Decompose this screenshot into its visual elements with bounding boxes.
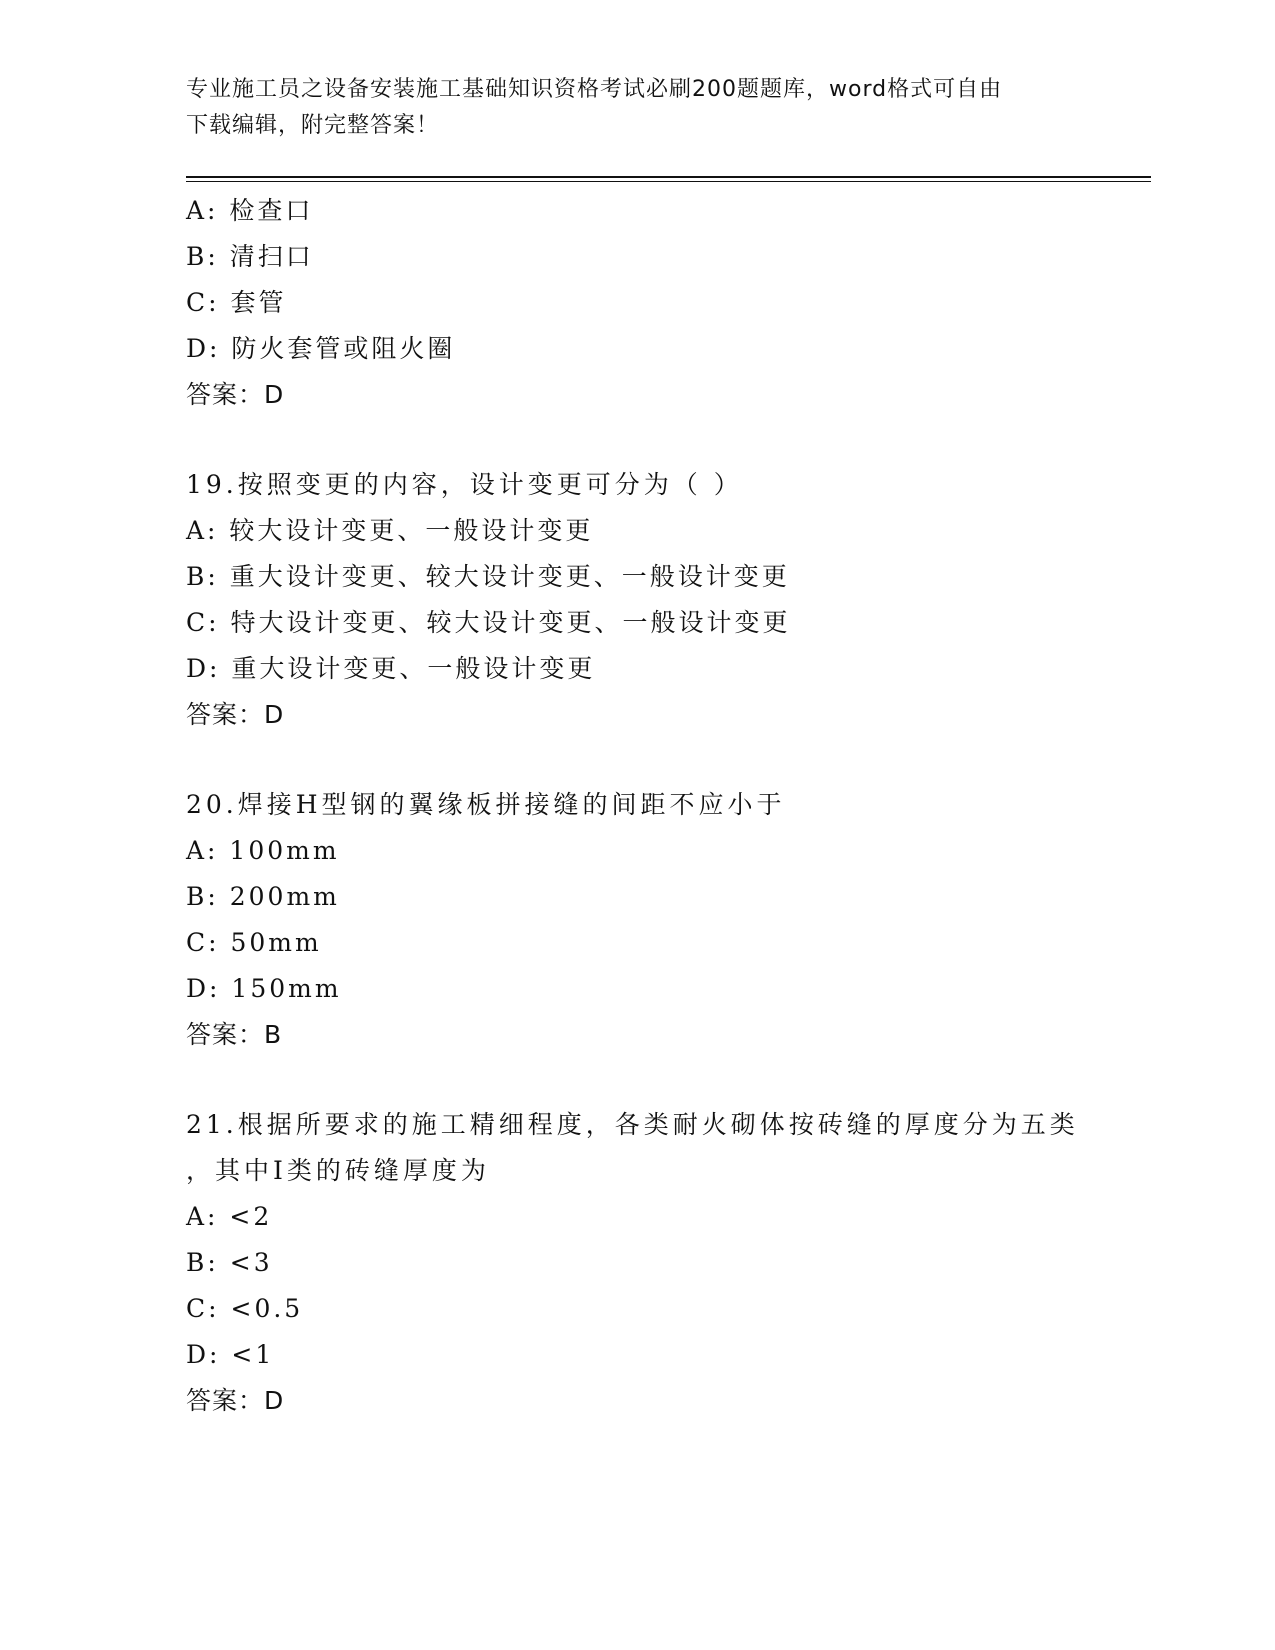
option-b: B: 清扫口: [186, 242, 314, 271]
answer: 答案：D: [186, 380, 285, 409]
option-c: C: 50mm: [186, 928, 322, 957]
answer: 答案：B: [186, 1020, 283, 1049]
spacer: [186, 1058, 1151, 1102]
header-rule-thin: [186, 181, 1151, 182]
spacer: [186, 418, 1151, 462]
option-d: D: 防火套管或阻火圈: [186, 334, 456, 363]
option-b: B: <3: [186, 1248, 273, 1277]
question-list: [186, 188, 1151, 1424]
option-b: B: 200mm: [186, 882, 340, 911]
question-20: [186, 782, 1151, 1058]
question-19: [186, 462, 1151, 738]
option-c: C: <0.5: [186, 1294, 304, 1323]
document-header: [186, 72, 1066, 144]
option-c: C: 特大设计变更、较大设计变更、一般设计变更: [186, 608, 791, 637]
option-d: D: <1: [186, 1340, 275, 1369]
option-a: A: 检查口: [186, 196, 314, 225]
header-rule-thick: [186, 176, 1151, 178]
option-a: A: 较大设计变更、一般设计变更: [186, 516, 594, 545]
header-line-2: 下载编辑，附完整答案！: [186, 113, 440, 138]
answer: 答案：D: [186, 1386, 285, 1415]
option-d: D: 重大设计变更、一般设计变更: [186, 654, 596, 683]
option-a: A: <2: [186, 1202, 273, 1231]
option-a: A: 100mm: [186, 836, 340, 865]
answer: 答案：D: [186, 700, 285, 729]
option-d: D: 150mm: [186, 974, 342, 1003]
question-18: [186, 188, 1151, 418]
question-stem: 19.按照变更的内容，设计变更可分为（ ）: [186, 470, 743, 499]
option-c: C: 套管: [186, 288, 287, 317]
question-21: [186, 1102, 1151, 1424]
spacer: [186, 738, 1151, 782]
option-b: B: 重大设计变更、较大设计变更、一般设计变更: [186, 562, 790, 591]
question-stem-line-2: ，其中I类的砖缝厚度为: [186, 1156, 490, 1185]
question-stem: 20.焊接H型钢的翼缘板拼接缝的间距不应小于: [186, 790, 786, 819]
question-stem-line-1: 21.根据所要求的施工精细程度，各类耐火砌体按砖缝的厚度分为五类: [186, 1110, 1079, 1139]
header-line-1: 专业施工员之设备安装施工基础知识资格考试必刷200题题库，word格式可自由: [186, 77, 1003, 102]
